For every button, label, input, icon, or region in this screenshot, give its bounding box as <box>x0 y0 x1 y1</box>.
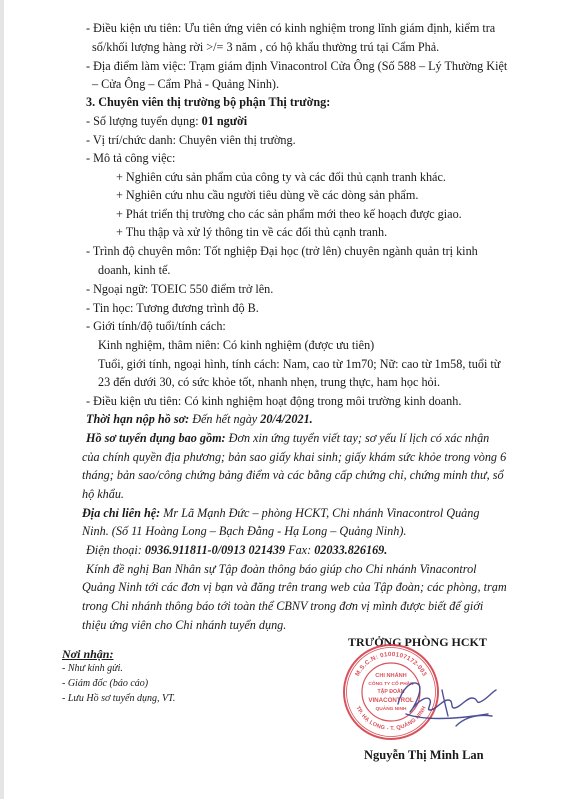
stamp-center-line-2: CÔNG TY CỔ PHẦN <box>368 682 414 687</box>
signature-scribble-icon <box>392 670 502 734</box>
phone-fax-line: Điện thoại: 0936.911811-0/0913 021439 Fax: 02033.826169. <box>86 543 388 557</box>
position-line: - Vị trí/chức danh: Chuyên viên thị trường. <box>86 133 296 147</box>
job-description-heading: - Mô tả công việc: <box>86 151 176 165</box>
request-line-4: thiệu ứng viên cho Chi nhánh tuyển dụng. <box>82 618 287 632</box>
deadline-date: 20/4/2021. <box>260 412 313 426</box>
stamp-center-line-4: VINACONTROL <box>368 697 414 704</box>
recruit-quantity-value: 01 người <box>201 114 248 128</box>
documents-line-3: tháng; bản sao/công chứng bảng điểm và các bằng cấp chứng chỉ, chứng minh thư, sổ <box>82 468 504 482</box>
foreign-language-line: - Ngoại ngữ: TOEIC 550 điểm trở lên. <box>86 282 274 296</box>
documents-line-2: của chính quyền địa phương; bản sao giấy khai sinh; giấy khám sức khỏe trong vòng 6 <box>82 450 507 464</box>
request-line-1: Kính đề nghị Ban Nhân sự Tập đoàn thông báo giúp cho Chi nhánh Vinacontrol <box>86 562 477 576</box>
recruit-quantity-line: - Số lượng tuyển dụng: 01 người <box>86 114 248 128</box>
age-gender-line-2: 23 đến dưới 30, có sức khỏe tốt, nhanh nhẹn, trung thực, ham học hỏi. <box>98 375 441 389</box>
scan-edge <box>0 0 4 799</box>
deadline-line: Thời hạn nộp hồ sơ: Đến hết ngày 20/4/2021. <box>86 412 313 426</box>
qualification-line-1: - Trình độ chuyên môn: Tốt nghiệp Đại học (trở lên) chuyên ngành quản trị kinh <box>86 244 478 258</box>
recipient-item-1: - Như kính gửi. <box>62 663 123 674</box>
section-heading-market-specialist: 3. Chuyên viên thị trường bộ phận Thị trường: <box>86 95 331 109</box>
job-task-2: + Nghiên cứu nhu cầu người tiêu dùng về các dòng sản phẩm. <box>116 188 419 202</box>
stamp-ring-bottom-text: TP. HẠ LONG - T. QUẢNG NINH <box>354 705 428 733</box>
workplace-line-2: – Cửa Ông – Cẩm Phả - Quảng Ninh). <box>92 77 280 91</box>
priority-condition-line-1: - Điều kiện ưu tiên: Ưu tiên ứng viên có kinh nghiệm trong lĩnh giám định, kiểm tra <box>86 21 496 35</box>
gender-age-heading: - Giới tính/độ tuổi/tính cách: <box>86 319 226 333</box>
workplace-line-1: - Địa điểm làm việc: Trạm giám định Vinacontrol Cửa Ông (Số 588 – Lý Thường Kiệt <box>86 59 508 73</box>
priority-condition-line-2: số/khối lượng hàng rời >/= 3 năm , có hộ khẩu thường trú tại Cẩm Phả. <box>92 40 440 54</box>
fax-number: 02033.826169. <box>314 543 388 557</box>
it-skill-line: - Tin học: Tương đương trình độ B. <box>86 301 259 315</box>
qualification-line-2: doanh, kinh tế. <box>98 263 171 277</box>
request-line-2: Quảng Ninh tới các đơn vị bạn và đăng trên trang web của Tập đoàn; các phòng, trạm <box>82 580 507 594</box>
priority-business-line: - Điều kiện ưu tiên: Có kinh nghiệm hoạt động trong môi trường kinh doanh. <box>86 394 462 408</box>
age-gender-line-1: Tuổi, giới tính, ngoại hình, tính cách: Nam, cao từ 1m70; Nữ: cao từ 1m58, tuổi từ <box>98 357 501 371</box>
phone-number: 0936.911811-0/0913 021439 <box>144 543 286 557</box>
job-task-1: + Nghiên cứu sản phẩm của công ty và các đối thủ cạnh tranh khác. <box>116 170 446 184</box>
recipient-item-2: - Giám đốc (báo cáo) <box>62 678 149 689</box>
handwritten-signature <box>392 670 502 734</box>
signer-name: Nguyễn Thị Minh Lan <box>364 748 484 762</box>
stamp-center-line-5: QUẢNG NINH <box>375 707 407 712</box>
job-task-3: + Phát triển thị trường cho các sản phẩm mới theo kế hoạch được giao. <box>116 207 462 221</box>
recipient-item-3: - Lưu Hồ sơ tuyển dụng, VT. <box>62 693 176 704</box>
recipients-title: Nơi nhận: <box>62 647 114 661</box>
documents-line-4: hộ khẩu. <box>82 487 124 501</box>
contact-line-2: Ninh. (Số 11 Hoàng Long – Bạch Đằng - Hạ Long – Quảng Ninh). <box>82 524 407 538</box>
experience-line: Kinh nghiệm, thâm niên: Có kinh nghiệm (được ưu tiên) <box>98 338 375 352</box>
job-task-4: + Thu thập và xử lý thông tin về các đối thủ cạnh tranh. <box>116 225 388 239</box>
request-line-3: trong Chi nhánh thông báo tới toàn thể CBNV trong đơn vị mình được biết để giới <box>82 599 484 613</box>
documents-line-1: Hồ sơ tuyển dụng bao gồm: Đơn xin ứng tuyển viết tay; sơ yếu lí lịch có xác nhận <box>86 431 490 445</box>
contact-line-1: Địa chỉ liên hệ: Mr Lã Mạnh Đức – phòng HCKT, Chi nhánh Vinacontrol Quảng <box>82 506 480 520</box>
stamp-center-line-1: CHI NHÁNH <box>375 673 407 679</box>
stamp-center-line-3: TẬP ĐOÀN <box>377 689 405 695</box>
stamp-ring-top-text: M.S.C.N: 0100107172-003 <box>354 650 428 678</box>
signature-title: TRƯỞNG PHÒNG HCKT <box>348 635 487 649</box>
